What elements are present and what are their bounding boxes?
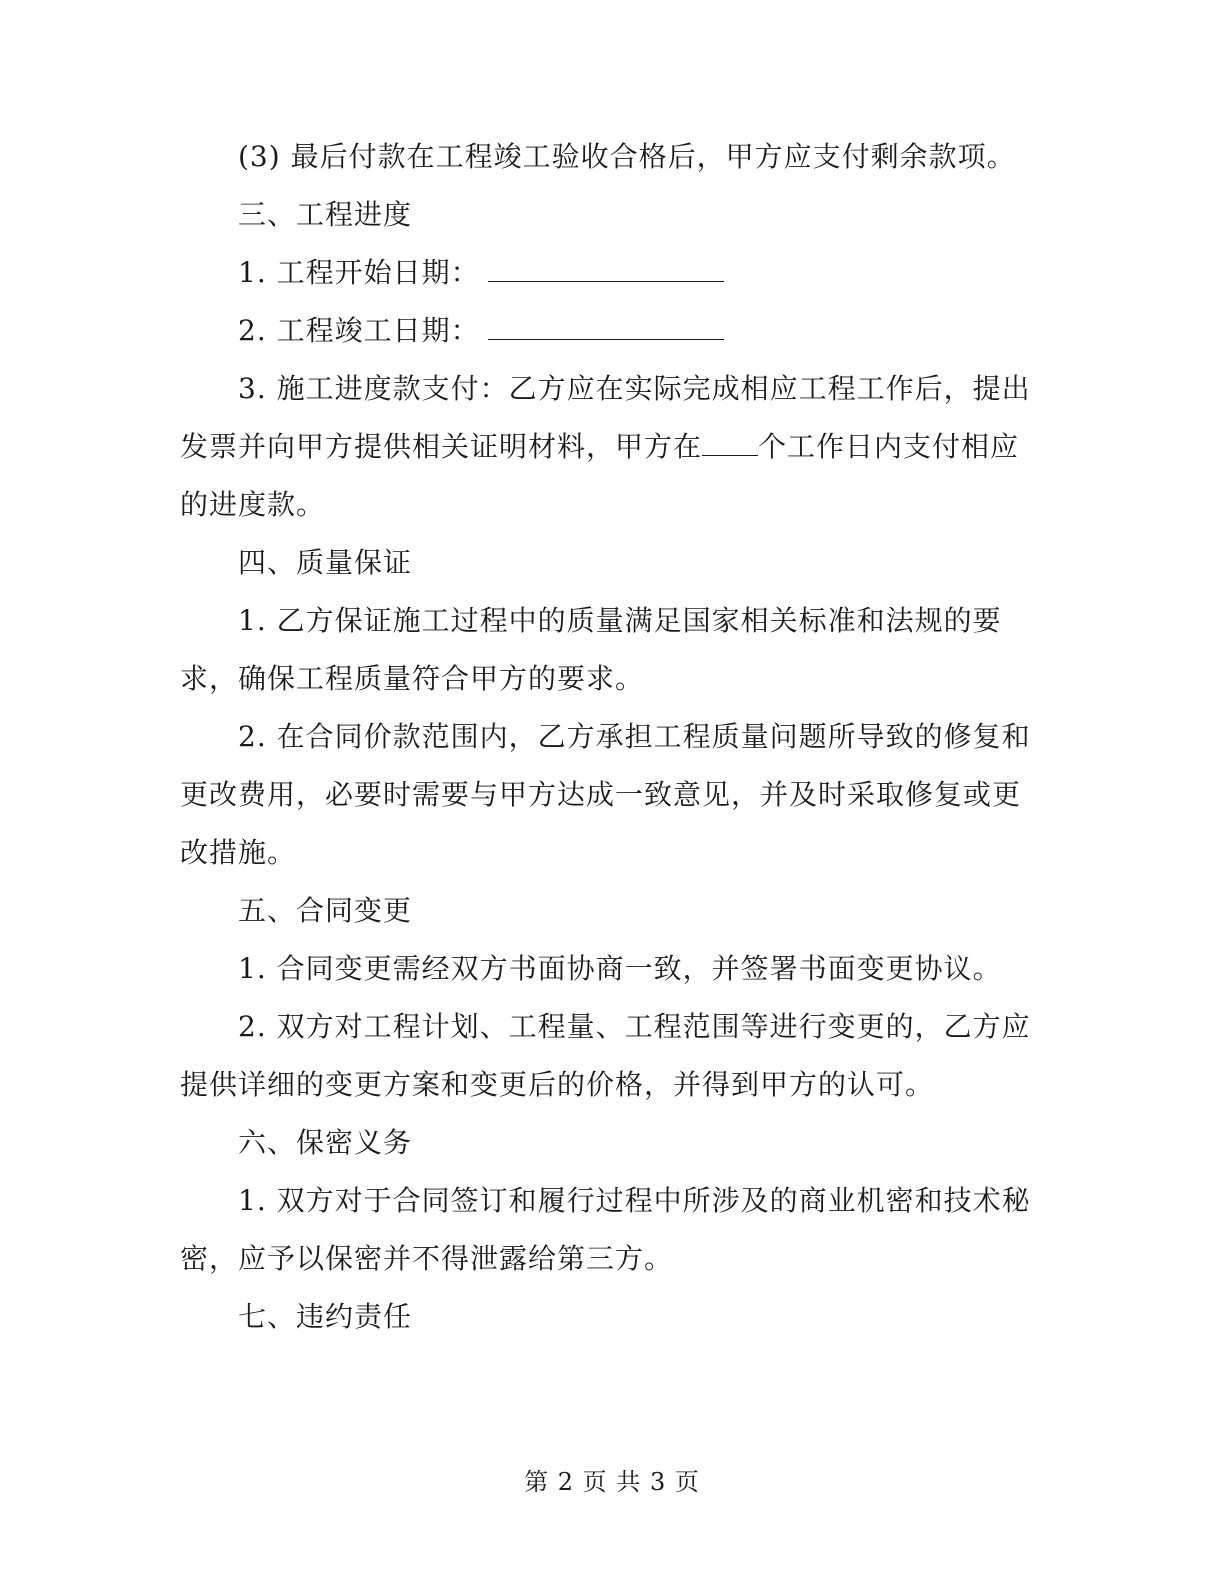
section-heading-liability: 七、违约责任 [238, 1300, 413, 1333]
progress-payment-text-a: 3. 施工进度款支付：乙方应在实际完成相应工程工作后，提出发票并向甲方提供相关证明材料，甲方在 [180, 372, 1031, 463]
paragraph-end-date [180, 302, 1032, 360]
page-number-footer: 第 2 页 共 3 页 [524, 1468, 700, 1496]
section-heading-contract-change: 五、合同变更 [238, 894, 413, 927]
start-date-blank [488, 251, 724, 282]
end-date-blank [488, 309, 724, 340]
workdays-blank [702, 425, 758, 456]
document-body [180, 128, 1032, 1346]
paragraph-confidentiality-1: 1. 双方对于合同签订和履行过程中所涉及的商业机密和技术秘密，应予以保密并不得泄露给第三方。 [180, 1184, 1031, 1275]
section-heading-progress: 三、工程进度 [238, 198, 413, 231]
paragraph-change-1: 1. 合同变更需经双方书面协商一致，并签署书面变更协议。 [238, 952, 1002, 985]
section-heading-quality: 四、质量保证 [238, 546, 413, 579]
progress-payment-text-b: 个工作日内支付相应的进度款。 [180, 430, 1020, 521]
end-date-label: 2. 工程竣工日期： [238, 314, 480, 347]
paragraph-progress-payment [180, 360, 1032, 534]
paragraph-quality-1: 1. 乙方保证施工过程中的质量满足国家相关标准和法规的要求，确保工程质量符合甲方的要求。 [180, 604, 1002, 695]
paragraph-change-2: 2. 双方对工程计划、工程量、工程范围等进行变更的，乙方应提供详细的变更方案和变更后的价格，并得到甲方的认可。 [180, 1010, 1031, 1101]
start-date-label: 1. 工程开始日期： [238, 256, 480, 289]
paragraph-start-date [180, 244, 1032, 302]
paragraph-final-payment: (3) 最后付款在工程竣工验收合格后，甲方应支付剩余款项。 [238, 140, 1016, 173]
section-heading-confidentiality: 六、保密义务 [238, 1126, 413, 1159]
paragraph-quality-2: 2. 在合同价款范围内，乙方承担工程质量问题所导致的修复和更改费用，必要时需要与甲方达成一致意见，并及时采取修复或更改措施。 [180, 720, 1031, 869]
